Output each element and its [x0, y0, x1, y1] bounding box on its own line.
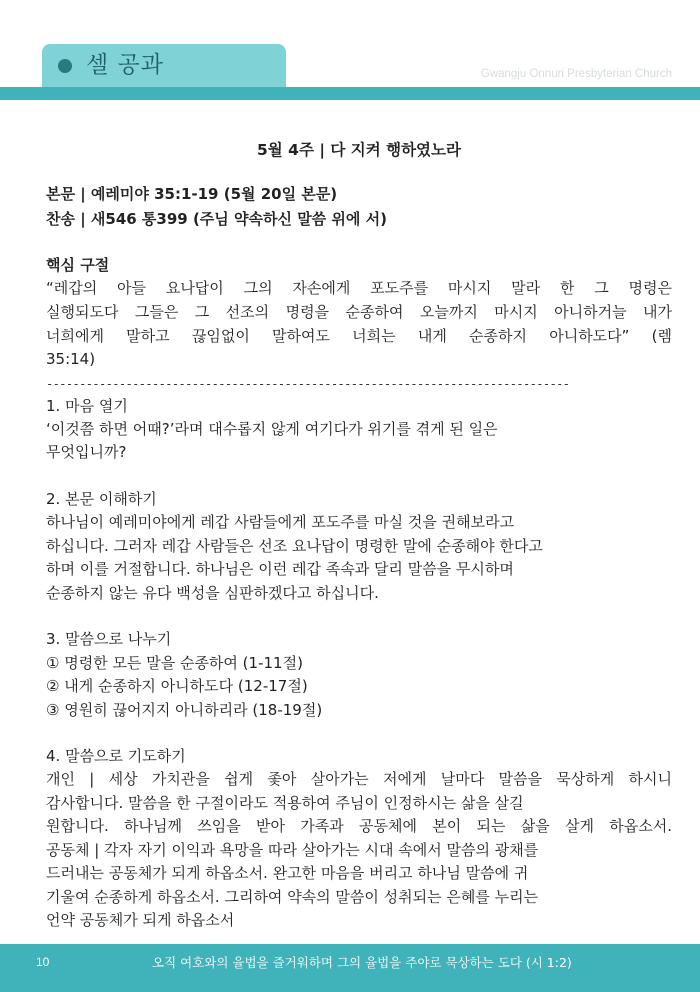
header-band [0, 87, 700, 100]
section-line: ② 내게 순종하지 아니하도다 (12-17절) [46, 677, 308, 695]
section-line: 언약 공동체가 되게 하옵소서 [46, 911, 235, 929]
bullet-dot-icon [58, 59, 72, 73]
key-verse-line: 실행되도다 그들은 그 선조의 명령을 순종하여 오늘까지 마시지 아니하거늘 내가 [46, 303, 672, 321]
section-line: 감사합니다. 말씀을 한 구절이라도 적용하여 주님이 인정하시는 삶을 살길 [46, 794, 524, 812]
section-line: 기울여 순종하게 하옵소서. 그리하여 약속의 말씀이 성취되는 은혜를 누리는 [46, 888, 539, 906]
section-line: 무엇입니까? [46, 443, 127, 461]
header-tab [42, 44, 286, 88]
section-line: 공동체 | 각자 자기 이익과 욕망을 따라 살아가는 시대 속에서 말씀의 광채를 [46, 841, 539, 859]
scripture-reference: 본문 | 예레미야 35:1-19 (5월 20일 본문) [46, 185, 338, 203]
section-line: 원합니다. 하나님께 쓰임을 받아 가족과 공동체에 본이 되는 삶을 살게 하옵소서. [46, 817, 672, 835]
section-line: ① 명령한 모든 말을 순종하여 (1-11절) [46, 654, 303, 672]
section-line: ‘이것쯤 하면 어때?’라며 대수롭지 않게 여기다가 위기를 겪게 된 일은 [46, 420, 498, 438]
section-line: 개인 | 세상 가치관을 쉽게 좇아 살아가는 저에게 날마다 말씀을 묵상하게 하시니 [46, 770, 672, 788]
section-heading: 3. 말씀으로 나누기 [46, 630, 172, 648]
key-verse-line: 35:14) [46, 350, 96, 368]
church-name: Gwangju Onnuri Presbyterian Church [480, 68, 672, 80]
divider-line: ------------------------------------------------------------------------------- [46, 377, 570, 391]
section-line: 순종하지 않는 유다 백성을 심판하겠다고 하십니다. [46, 584, 379, 602]
section-heading: 4. 말씀으로 기도하기 [46, 747, 186, 765]
section-line: ③ 영원히 끊어지지 아니하리라 (18-19절) [46, 701, 323, 719]
key-verse-line: “레갑의 아들 요나답이 그의 자손에게 포도주를 마시지 말라 한 그 명령은 [46, 279, 672, 297]
section-heading: 2. 본문 이해하기 [46, 490, 157, 508]
lesson-title: 5월 4주 | 다 지켜 행하였노라 [257, 141, 461, 159]
section-line: 하며 이를 거절합니다. 하나님은 이런 레갑 족속과 달리 말씀을 무시하며 [46, 560, 514, 578]
section-heading: 1. 마음 열기 [46, 397, 128, 415]
page-number: 10 [36, 955, 50, 969]
section-line: 드러내는 공동체가 되게 하옵소서. 완고한 마음을 버리고 하나님 말씀에 귀 [46, 864, 529, 882]
hymn-reference: 찬송 | 새546 통399 (주님 약속하신 말씀 위에 서) [46, 210, 387, 228]
section-line: 하십니다. 그러자 레갑 사람들은 선조 요나답이 명령한 말에 순종해야 한다고 [46, 537, 543, 555]
footer-quote: 오직 여호와의 율법을 즐거워하며 그의 율법을 주야로 묵상하는 도다 (시 1:2) [152, 955, 572, 970]
key-verse-heading: 핵심 구절 [46, 256, 110, 274]
section-line: 하나님이 예레미야에게 레갑 사람들에게 포도주를 마실 것을 권해보라고 [46, 513, 515, 531]
page-title: 셀 공과 [86, 52, 164, 78]
key-verse-line: 너희에게 말하고 끊임없이 말하여도 너희는 내게 순종하지 아니하도다” (렘 [46, 327, 672, 345]
